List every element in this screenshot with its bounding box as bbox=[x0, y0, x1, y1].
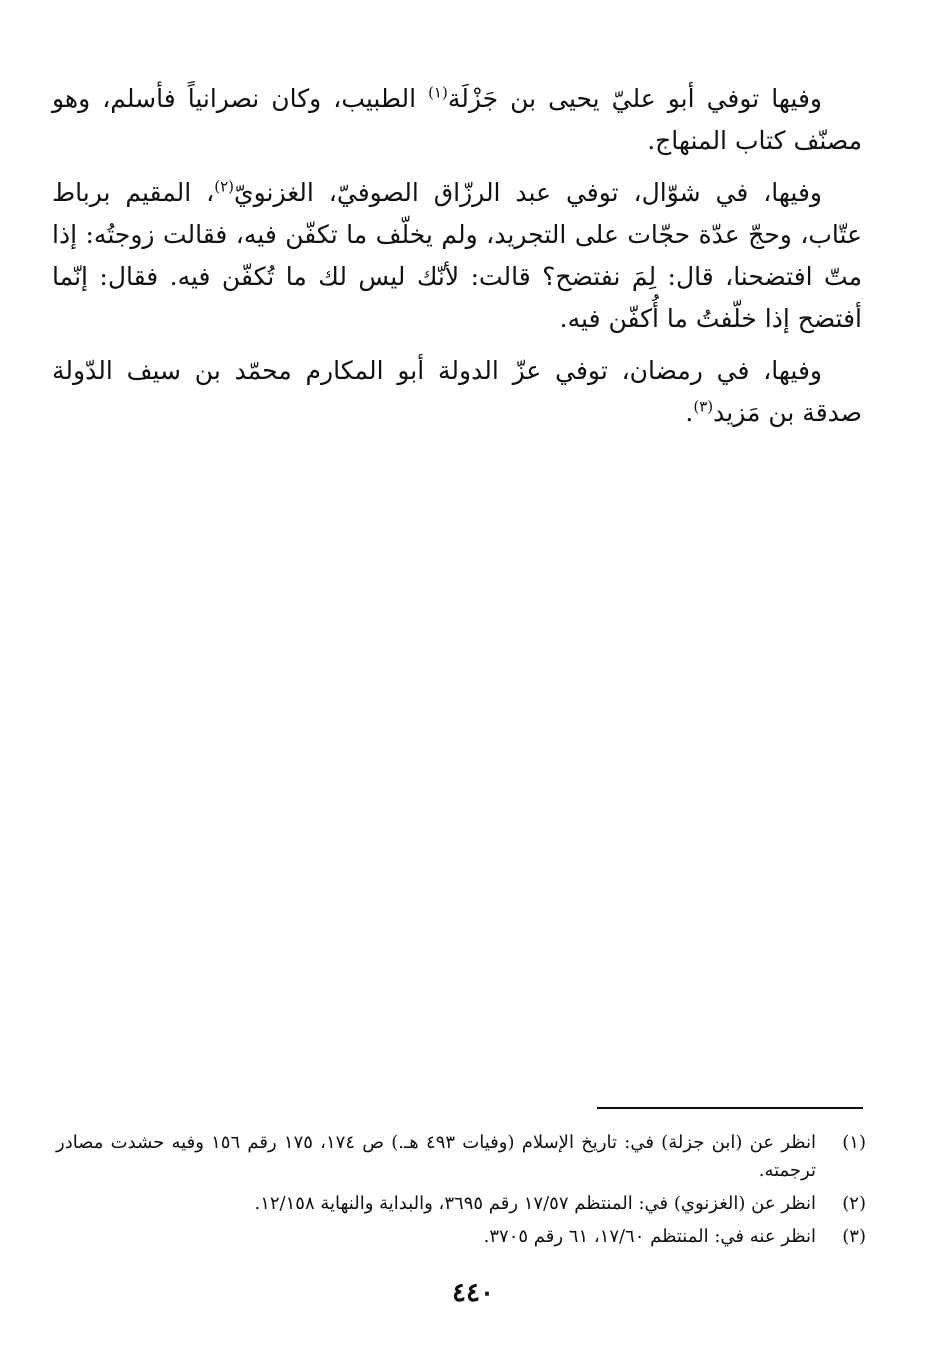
main-text bbox=[52, 78, 862, 444]
paragraph-text: وفيها توفي أبو عليّ يحيى بن جَزْلَة bbox=[447, 84, 822, 113]
paragraph-text: وفيها، في شوّال، توفي عبد الرزّاق الصوفيّ، الغزنويّ bbox=[234, 178, 822, 207]
page-number: ٤٤٠ bbox=[452, 1278, 494, 1308]
paragraph-ibn-jazla bbox=[52, 78, 862, 162]
footnote-reference-2: (٢) bbox=[214, 177, 234, 196]
footnote-reference-3: (٣) bbox=[693, 397, 714, 416]
paragraph-text: ، المقيم برباط عتّاب، وحجّ عدّة حجّات على التجريد، ولم يخلّف ما تكفّن فيه، فقالت زوجتُه: إذا متّ افتضحنا، قال: لِمَ نفتضح؟ قالت: لأنّك ليس لك ما تُكفّن فيه. فقال: إنّما أفتضح إذا خلّفتُ ما أُكفّن فيه. bbox=[52, 178, 862, 333]
footnote-text: انظر عن (الغزنوي) في: المنتظم ١٧/٥٧ رقم ٣٦٩٥، والبداية والنهاية ١٢/١٥٨. bbox=[254, 1193, 816, 1214]
footnote-number: (٣) bbox=[842, 1226, 866, 1247]
footnote-3 bbox=[56, 1223, 866, 1251]
paragraph-ghaznawi bbox=[52, 172, 862, 340]
paragraph-text: الطبيب، وكان نصرانياً فأسلم، وهو مصنّف كتاب المنهاج. bbox=[52, 84, 862, 155]
footnote-number: (٢) bbox=[842, 1193, 866, 1214]
footnote-1 bbox=[56, 1129, 866, 1185]
footnote-text: انظر عن (ابن جزلة) في: تاريخ الإسلام (وفيات ٤٩٣ هـ.) ص ١٧٤، ١٧٥ رقم ١٥٦ وفيه حشدت مصادر ترجمته. bbox=[56, 1132, 816, 1181]
footnotes bbox=[56, 1129, 866, 1256]
paragraph-text: وفيها، في رمضان، توفي عزّ الدولة أبو المكارم محمّد بن سيف الدّولة صدقة بن مَزيد bbox=[52, 356, 862, 427]
paragraph-izz-al-dawla bbox=[52, 350, 862, 434]
footnote-text: انظر عنه في: المنتظم ١٧/٦٠، ٦١ رقم ٣٧٠٥. bbox=[483, 1226, 816, 1247]
footnote-divider bbox=[597, 1107, 863, 1109]
footnote-reference-1: (١) bbox=[428, 83, 448, 102]
paragraph-text: . bbox=[685, 398, 694, 427]
footnote-number: (١) bbox=[842, 1132, 866, 1153]
footnote-2 bbox=[56, 1190, 866, 1218]
